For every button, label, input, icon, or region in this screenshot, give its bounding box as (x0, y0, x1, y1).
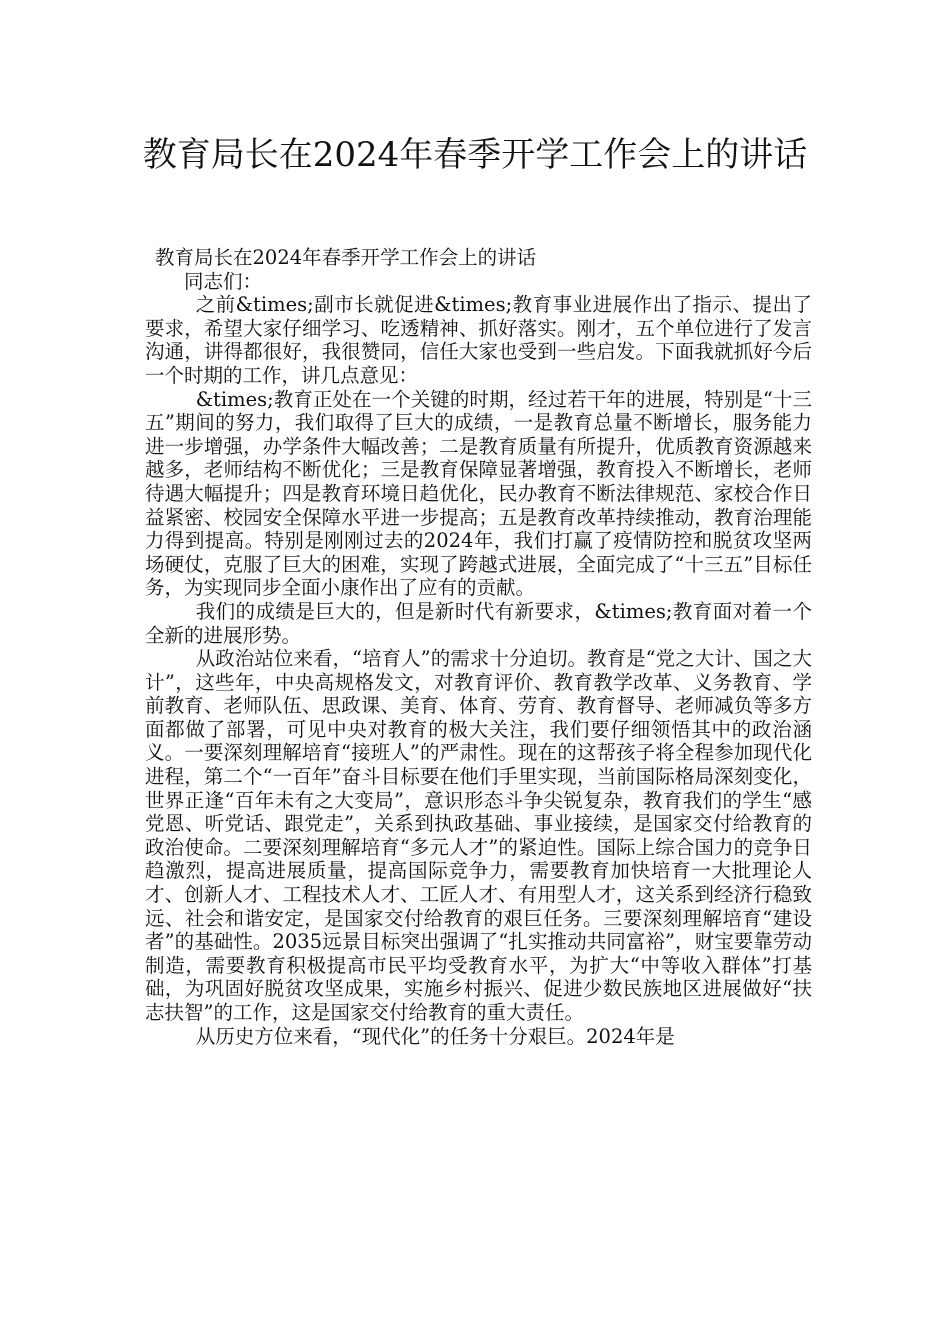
greeting: 同志们： (184, 269, 263, 293)
paragraph: 从历史方位来看，“现代化”的任务十分艰巨。2024年是 (195, 1024, 675, 1048)
document-body (145, 246, 812, 1048)
document-subtitle: 教育局长在2024年春季开学工作会上的讲话 (155, 246, 537, 269)
document-title: 教育局长在2024年春季开学工作会上的讲话 (142, 135, 808, 175)
paragraph: &times;教育正处在一个关键的时期，经过若干年的进展，特别是“十三五”期间的努力，我们取得了巨大的成绩，一是教育总量不断增长，服务能力进一步增强，办学条件大幅改善；二是教育质量有所提升，优质教育资源越来越多，老师结构不断优化；三是教育保障显著增强，教育投入不断增长，老师待遇大幅提升；四是教育环境日趋优化，民办教育不断法律规范、家校合作日益紧密、校园安全保障水平进一步提高；五是教育改革持续推动，教育治理能力得到提高。特别是刚刚过去的2024年，我们打赢了疫情防控和脱贫攻坚两场硬仗，克服了巨大的困难，实现了跨越式进展，全面完成了“十三五”目标任务，为实现同步全面小康作出了应有的贡献。 (145, 387, 812, 600)
paragraph: 之前&times;副市长就促进&times;教育事业进展作出了指示、提出了要求，希望大家仔细学习、吃透精神、抓好落实。刚才，五个单位进行了发言沟通，讲得都很好，我很赞同，信任大家也受到一些启发。下面我就抓好今后一个时期的工作，讲几点意见： (145, 293, 812, 387)
paragraph: 我们的成绩是巨大的，但是新时代有新要求，&times;教育面对着一个全新的进展形势。 (145, 599, 812, 647)
paragraph: 从政治站位来看，“培育人”的需求十分迫切。教育是“党之大计、国之大计”，这些年，中央高规格发文，对教育评价、教育教学改革、义务教育、学前教育、老师队伍、思政课、美育、体育、劳育、教育督导、老师减负等多方面都做了部署，可见中央对教育的极大关注，我们要仔细领悟其中的政治涵义。一要深刻理解培育“接班人”的严肃性。现在的这帮孩子将全程参加现代化进程，第二个“一百年”奋斗目标要在他们手里实现，当前国际格局深刻变化，世界正逢“百年未有之大变局”，意识形态斗争尖锐复杂，教育我们的学生“感党恩、听党话、跟党走”，关系到执政基础、事业接续，是国家交付给教育的政治使命。二要深刻理解培育“多元人才”的紧迫性。国际上综合国力的竞争日趋激烈，提高进展质量，提高国际竞争力，需要教育加快培育一大批理论人才、创新人才、工程技术人才、工匠人才、有用型人才，这关系到经济行稳致远、社会和谐安定，是国家交付给教育的艰巨任务。三要深刻理解培育“建设者”的基础性。2035远景目标突出强调了“扎实推动共同富裕”，财宝要靠劳动制造，需要教育积极提高市民平均受教育水平，为扩大“中等收入群体”打基础，为巩固好脱贫攻坚成果，实施乡村振兴、促进少数民族地区进展做好“扶志扶智”的工作，这是国家交付给教育的重大责任。 (145, 647, 812, 1024)
